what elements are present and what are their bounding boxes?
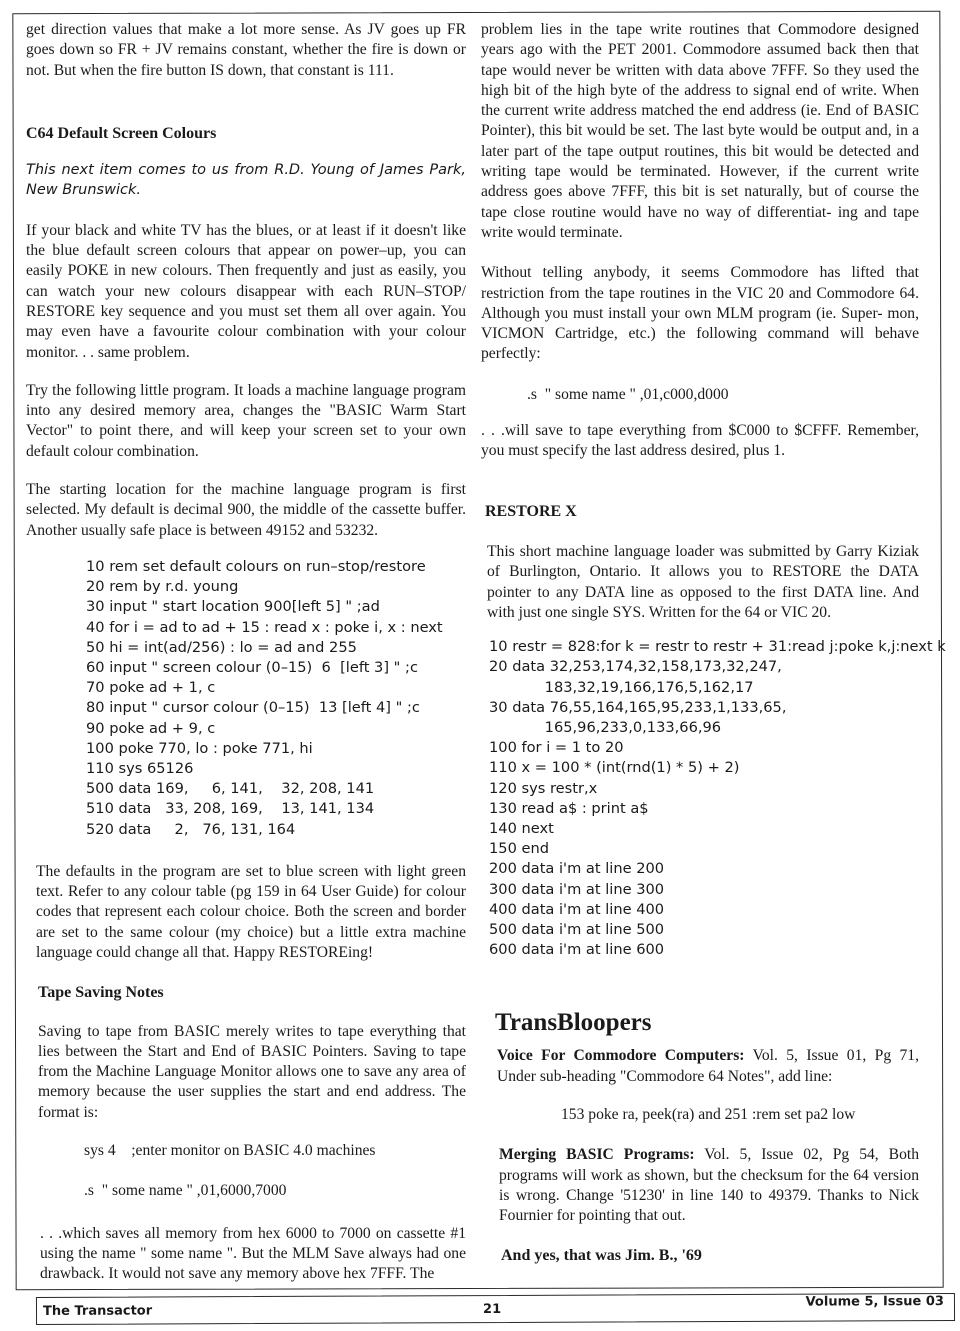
intro-paragraph: get direction values that make a lot more sense. As JV goes up FR goes down so FR + JV remains constant, whether the fire is down or not. But when the fire button IS down, that constant is 111. bbox=[26, 21, 466, 79]
code-line: 30 data 76,55,164,165,95,233,1,133,65, bbox=[489, 698, 787, 716]
issue-label: Volume 5, Issue 03 bbox=[805, 1294, 945, 1310]
byline: This next item comes to us from R.D. Young of James Park, New Brunswick. bbox=[26, 162, 466, 199]
right-column bbox=[481, 20, 946, 1267]
continued-paragraph: problem lies in the tape write routines that Commodore designed years ago with the PET 2001. Commodore assumed back then that tape would never be written with data above 7FFF. So they used the high bit of the high byte of the address to signal end of write. When the current write address matched the end address (ie. End of BASIC Pointer), this bit would be set. The last byte would be output and, in a later part of the tape output routines, this bit would be detected and writing tape would be terminated. However, if the current write address goes above 7FFF, this bit is set naturally, but of course the tape close routine would have no way of differentiat- ing and tape write would terminate. bbox=[481, 21, 919, 241]
section-heading-default-colours: C64 Default Screen Colours bbox=[26, 124, 217, 142]
code-line: 300 data i'm at line 300 bbox=[489, 880, 665, 898]
blooper-title: Voice For Commodore Computers: bbox=[497, 1047, 745, 1065]
page-footer bbox=[36, 1293, 955, 1325]
code-line: 130 read a$ : print a$ bbox=[489, 799, 649, 817]
blooper-text: Vol. 5, Issue 01, Pg 71, Under sub-heading "Commodore 64 Notes", add line: bbox=[497, 1047, 919, 1085]
code-line: 110 x = 100 * (int(rnd(1) * 5) + 2) bbox=[489, 759, 740, 777]
code-line: 40 for i = ad to ad + 15 : read x : poke i, x : next bbox=[86, 618, 443, 636]
blooper-text: Vol. 5, Issue 02, Pg 54, Both programs will work as shown, but the checksum for the 64 version is wrong. Change '51230' in line 140 to 49379. Thanks to Nick Fournier for pointing that out. bbox=[499, 1146, 920, 1225]
paragraph: Saving to tape from BASIC merely writes to tape everything that lies between the Start and End of BASIC Pointers. Saving to tape from the Machine Language Monitor allows one to save any area of memory because the user supplies the start and end address. The format is: bbox=[38, 1022, 466, 1121]
section-heading-transbloopers: TransBloopers bbox=[495, 1009, 652, 1037]
paragraph: The starting location for the machine language program is first selected. My default is decimal 900, the middle of the cassette buffer. Another usually safe place is between 49152 and 53232. bbox=[26, 481, 466, 539]
monitor-command: .s " some name " ,01,c000,d000 bbox=[527, 385, 729, 403]
paragraph: This short machine language loader was submitted by Garry Kiziak of Burlington, Ontario. It allows you to RESTORE the DATA pointer to any DATA line as opposed to the first DATA line. And with just one single SYS. Written for the 64 or VIC 20. bbox=[487, 542, 919, 621]
code-line: 110 sys 65126 bbox=[86, 759, 194, 777]
monitor-command: sys 4 ;enter monitor on BASIC 4.0 machines bbox=[84, 1142, 376, 1160]
paragraph: If your black and white TV has the blues, or at least if it doesn't like the blue default screen colours that appear on power–up, you can easily POKE in new colours. Then frequently and just as easily, you can watch your new colours disappear with each RUN–STOP/ RESTORE key sequence and you must set them all over again. You may even have a favourite colour combination with your colour monitor. . . same problem. bbox=[26, 221, 466, 361]
code-line: 140 next bbox=[489, 819, 554, 837]
code-line: 100 for i = 1 to 20 bbox=[489, 739, 624, 757]
blooper-title: Merging BASIC Programs: bbox=[499, 1146, 695, 1164]
code-line: 500 data i'm at line 500 bbox=[489, 920, 665, 938]
code-line: 20 data 32,253,174,32,158,173,32,247, bbox=[489, 658, 782, 676]
page-number: 21 bbox=[482, 1301, 502, 1318]
paragraph: . . .will save to tape everything from $C000 to $CFFF. Remember, you must specify the last address desired, plus 1. bbox=[481, 422, 919, 460]
code-line: 500 data 169, 6, 141, 32, 208, 141 bbox=[86, 780, 375, 798]
code-line: 10 rem set default colours on run–stop/restore bbox=[86, 557, 426, 575]
code-listing-default-colours bbox=[86, 557, 466, 840]
section-heading-restore-x: RESTORE X bbox=[485, 502, 577, 520]
code-line: 30 input " start location 900[left 5] " ;ad bbox=[86, 598, 380, 616]
code-line: 100 poke 770, lo : poke 771, hi bbox=[86, 739, 313, 757]
code-line: 120 sys restr,x bbox=[489, 779, 598, 797]
code-line: 200 data i'm at line 200 bbox=[489, 860, 665, 878]
code-line: 520 data 2, 76, 131, 164 bbox=[86, 820, 296, 838]
code-listing-restore-x bbox=[489, 637, 946, 960]
blooper-item bbox=[497, 1046, 919, 1087]
blooper-code: 153 poke ra, peek(ra) and 251 :rem set pa2 low bbox=[561, 1105, 856, 1123]
code-line: 70 poke ad + 1, c bbox=[86, 679, 216, 697]
paragraph: Without telling anybody, it seems Commodore has lifted that restriction from the tape routines in the VIC 20 and Commodore 64. Although you must install your own MLM program (ie. Super- mon, VICMON Cartridge, etc.) the following command will behave perfectly: bbox=[481, 264, 919, 363]
paragraph: The defaults in the program are set to blue screen with light green text. Refer to any colour table (pg 159 in 64 User Guide) for colour codes that represent each colour choice. Both the screen and border are set to the same colour (my choice) but a little extra machine language could change all that. Happy RESTOREing! bbox=[36, 862, 466, 961]
monitor-command: .s " some name " ,01,6000,7000 bbox=[84, 1182, 287, 1200]
blooper-closing: And yes, that was Jim. B., '69 bbox=[501, 1247, 702, 1265]
code-line: 600 data i'm at line 600 bbox=[489, 941, 665, 959]
code-line: 400 data i'm at line 400 bbox=[489, 900, 665, 918]
blooper-item bbox=[499, 1145, 919, 1226]
code-line: 510 data 33, 208, 169, 13, 141, 134 bbox=[86, 800, 375, 818]
left-column bbox=[26, 20, 466, 1285]
code-line: 183,32,19,166,176,5,162,17 bbox=[489, 678, 754, 696]
code-line: 90 poke ad + 9, c bbox=[86, 719, 216, 737]
code-line: 60 input " screen colour (0–15) 6 [left 3] " ;c bbox=[86, 658, 418, 676]
paragraph: Try the following little program. It loads a machine language program into any desired memory area, changes the "BASIC Warm Start Vector" to point there, and will keep your screen set to your own default colour combination. bbox=[26, 381, 466, 460]
code-line: 165,96,233,0,133,66,96 bbox=[489, 718, 722, 736]
code-line: 20 rem by r.d. young bbox=[86, 578, 239, 596]
publication-name: The Transactor bbox=[42, 1303, 153, 1319]
code-line: 80 input " cursor colour (0–15) 13 [left 4] " ;c bbox=[86, 699, 420, 717]
code-line: 10 restr = 828:for k = restr to restr + 31:read j:poke k,j:next k bbox=[489, 638, 946, 656]
section-heading-tape-saving: Tape Saving Notes bbox=[38, 984, 164, 1002]
code-line: 50 hi = int(ad/256) : lo = ad and 255 bbox=[86, 638, 357, 656]
code-line: 150 end bbox=[489, 840, 549, 858]
paragraph: . . .which saves all memory from hex 6000 to 7000 on cassette #1 using the name " some name ". But the MLM Save always had one drawback. It would not save any memory above hex 7FFF. The bbox=[40, 1224, 466, 1283]
